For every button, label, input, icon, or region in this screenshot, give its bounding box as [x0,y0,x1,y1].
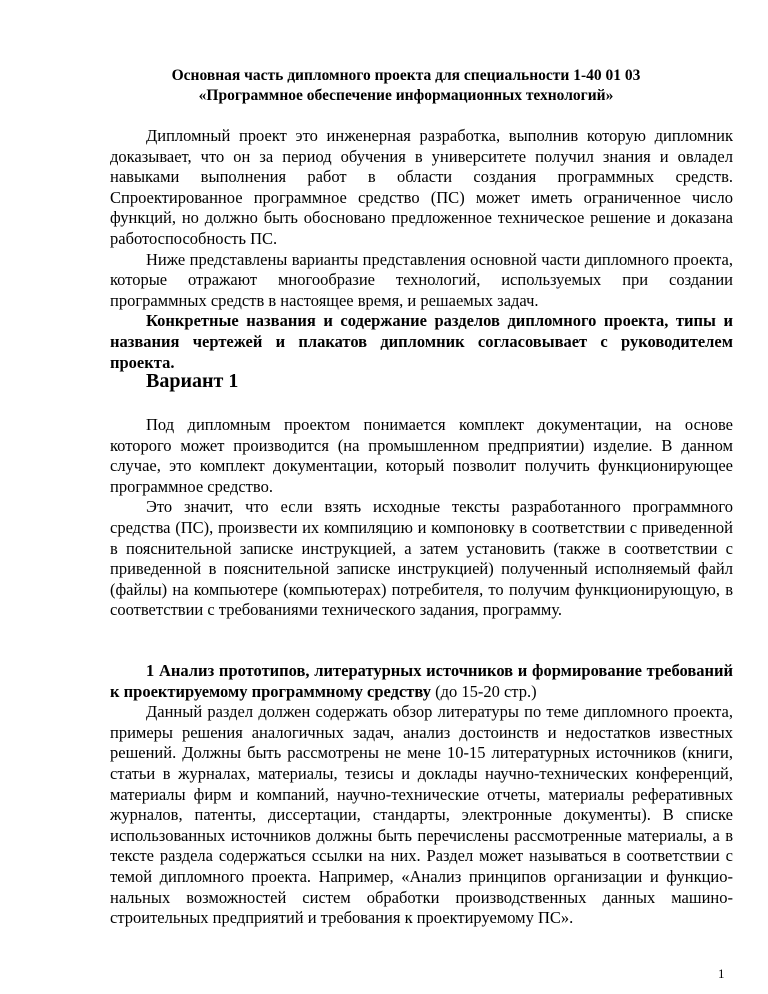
intro-paragraph-2: Ниже представлены варианты представления основной части дипломного проекта, которые отражают многообразие технологий, используемых при создании программных средств в настоящее время, и решаемых задач. [110,249,733,310]
intro-section [110,126,733,373]
section-1-title: 1 Анализ прототипов, литературных источников и формирование требований к проектируемому программному средству [110,661,733,701]
section-1-page-note: (до 15-20 стр.) [430,681,537,701]
title-line-1: Основная часть дипломного проекта для специальности 1-40 01 03 [171,67,641,84]
variant-paragraph-2: Это значит, что если взять исходные тексты разработанного программного средства (ПС), произвести их компиляцию и компоновку в соответствии с приведенной в пояснительной записке инструкцией, а затем установить (также в соответствии с приведенной в пояснительной записке инструкцией) полученный исполняемый файл (файлы) на компьютере (компьютерах) потребителя, то получим функционирующую, в соответствии с требованиями технического задания, программу. [110,497,733,620]
variant-heading: Вариант 1 [146,370,239,392]
intro-paragraph-bold: Конкретные названия и содержание разделов дипломного проекта, типы и названия чертежей и плакатов дипломник согласовывает с руководителем проекта. [110,311,733,372]
page-number: 1 [718,966,725,981]
variant-section [110,415,733,621]
section-1-heading [110,661,733,702]
section-1 [110,661,733,929]
intro-paragraph-1: Дипломный проект это инженерная разработка, выполнив которую дипломник доказывает, что он за период обучения в университете получил знания и овладел навыками выполнения работ в области создания программных средств. Спроектированное программное средство (ПС) может иметь ограниченное число функций, но должно быть обосновано предложенное техническое решение и доказана работоспособность ПС. [110,126,733,248]
document-title [110,66,702,106]
title-line-2: «Программное обеспечение информационных технологий» [198,87,614,104]
variant-paragraph-1: Под дипломным проектом понимается комплект документации, на основе которого может производится (на промышленном предприятии) изделие. В данном случае, это комплект документации, который позволит получить функционирующее программное средство. [110,415,733,496]
section-1-paragraph: Данный раздел должен содержать обзор литературы по теме дипломного проекта, примеры решения аналогичных задач, анализ достоинств и недостатков известных решений. Должны быть рассмотрены не мене 10-15 литературных источников (книги, статьи в журналах, материалы, тезисы и доклады научно-технических конференций, материалы фирм и компаний, научно-технические отчеты, материалы реферативных журналов, патенты, диссертации, стандарты, электронные документы). В списке использованных источников должны быть перечислены рассмотренные материалы, а в тексте раздела содержаться ссылки на них. Раздел может называться в соответствии с темой дипломного проекта. Например, «Анализ принципов организации и функциональных возможностей систем обработки производственных данных машиностроительных предприятий и требования к проектируемому ПС». [110,702,733,928]
